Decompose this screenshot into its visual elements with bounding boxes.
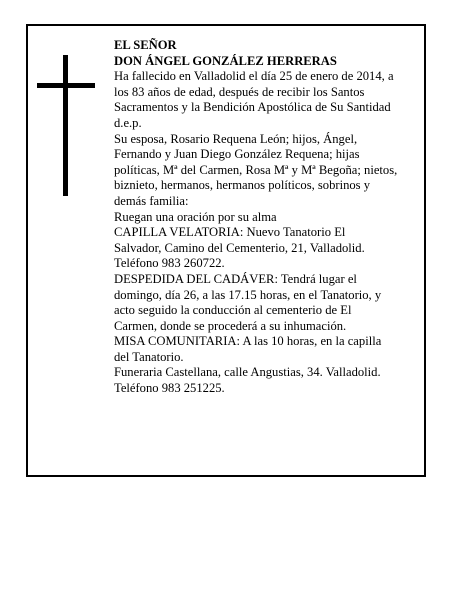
body-line: los 83 años de edad, después de recibir los Santos: [114, 84, 365, 99]
body-line: Teléfono 983 251225.: [114, 381, 225, 396]
body-line: Sacramentos y la Bendición Apostólica de Su Santidad: [114, 100, 391, 115]
body-line: MISA COMUNITARIA: A las 10 horas, en la capilla: [114, 334, 382, 349]
body-line: políticas, Mª del Carmen, Rosa Mª y Mª Begoña; nietos,: [114, 162, 398, 177]
body-line: biznieto, hermanos, hermanos políticos, sobrinos y: [114, 178, 371, 193]
body-line: d.e.p.: [114, 115, 142, 130]
body-line: Salvador, Camino del Cementerio, 21, Valladolid.: [114, 240, 365, 255]
body-line: Teléfono 983 260722.: [114, 256, 225, 271]
body-line: del Tanatorio.: [114, 349, 184, 364]
cross-vertical-bar: [63, 55, 68, 196]
body-line: CAPILLA VELATORIA: Nuevo Tanatorio El: [114, 225, 346, 240]
body-line: domingo, día 26, a las 17.15 horas, en el Tanatorio, y: [114, 287, 382, 302]
body-line: Funeraria Castellana, calle Angustias, 34. Valladolid.: [114, 365, 381, 380]
deceased-name: DON ÁNGEL GONZÁLEZ HERRERAS: [114, 53, 337, 68]
body-line: Fernando y Juan Diego González Requena; hijas: [114, 147, 360, 162]
cross-horizontal-bar: [37, 83, 95, 88]
body-line: demás familia:: [114, 193, 189, 208]
body-line: Carmen, donde se procederá a su inhumación.: [114, 318, 347, 333]
body-line: Ha fallecido en Valladolid el día 25 de enero de 2014, a: [114, 69, 394, 84]
body-line: Su esposa, Rosario Requena León; hijos, Ángel,: [114, 131, 358, 146]
obituary-text: [114, 38, 424, 397]
body-line: acto seguido la conducción al cementerio de El: [114, 303, 352, 318]
body-line: Ruegan una oración por su alma: [114, 209, 277, 224]
body-line: DESPEDIDA DEL CADÁVER: Tendrá lugar el: [114, 271, 357, 286]
header-title: EL SEÑOR: [114, 38, 177, 52]
